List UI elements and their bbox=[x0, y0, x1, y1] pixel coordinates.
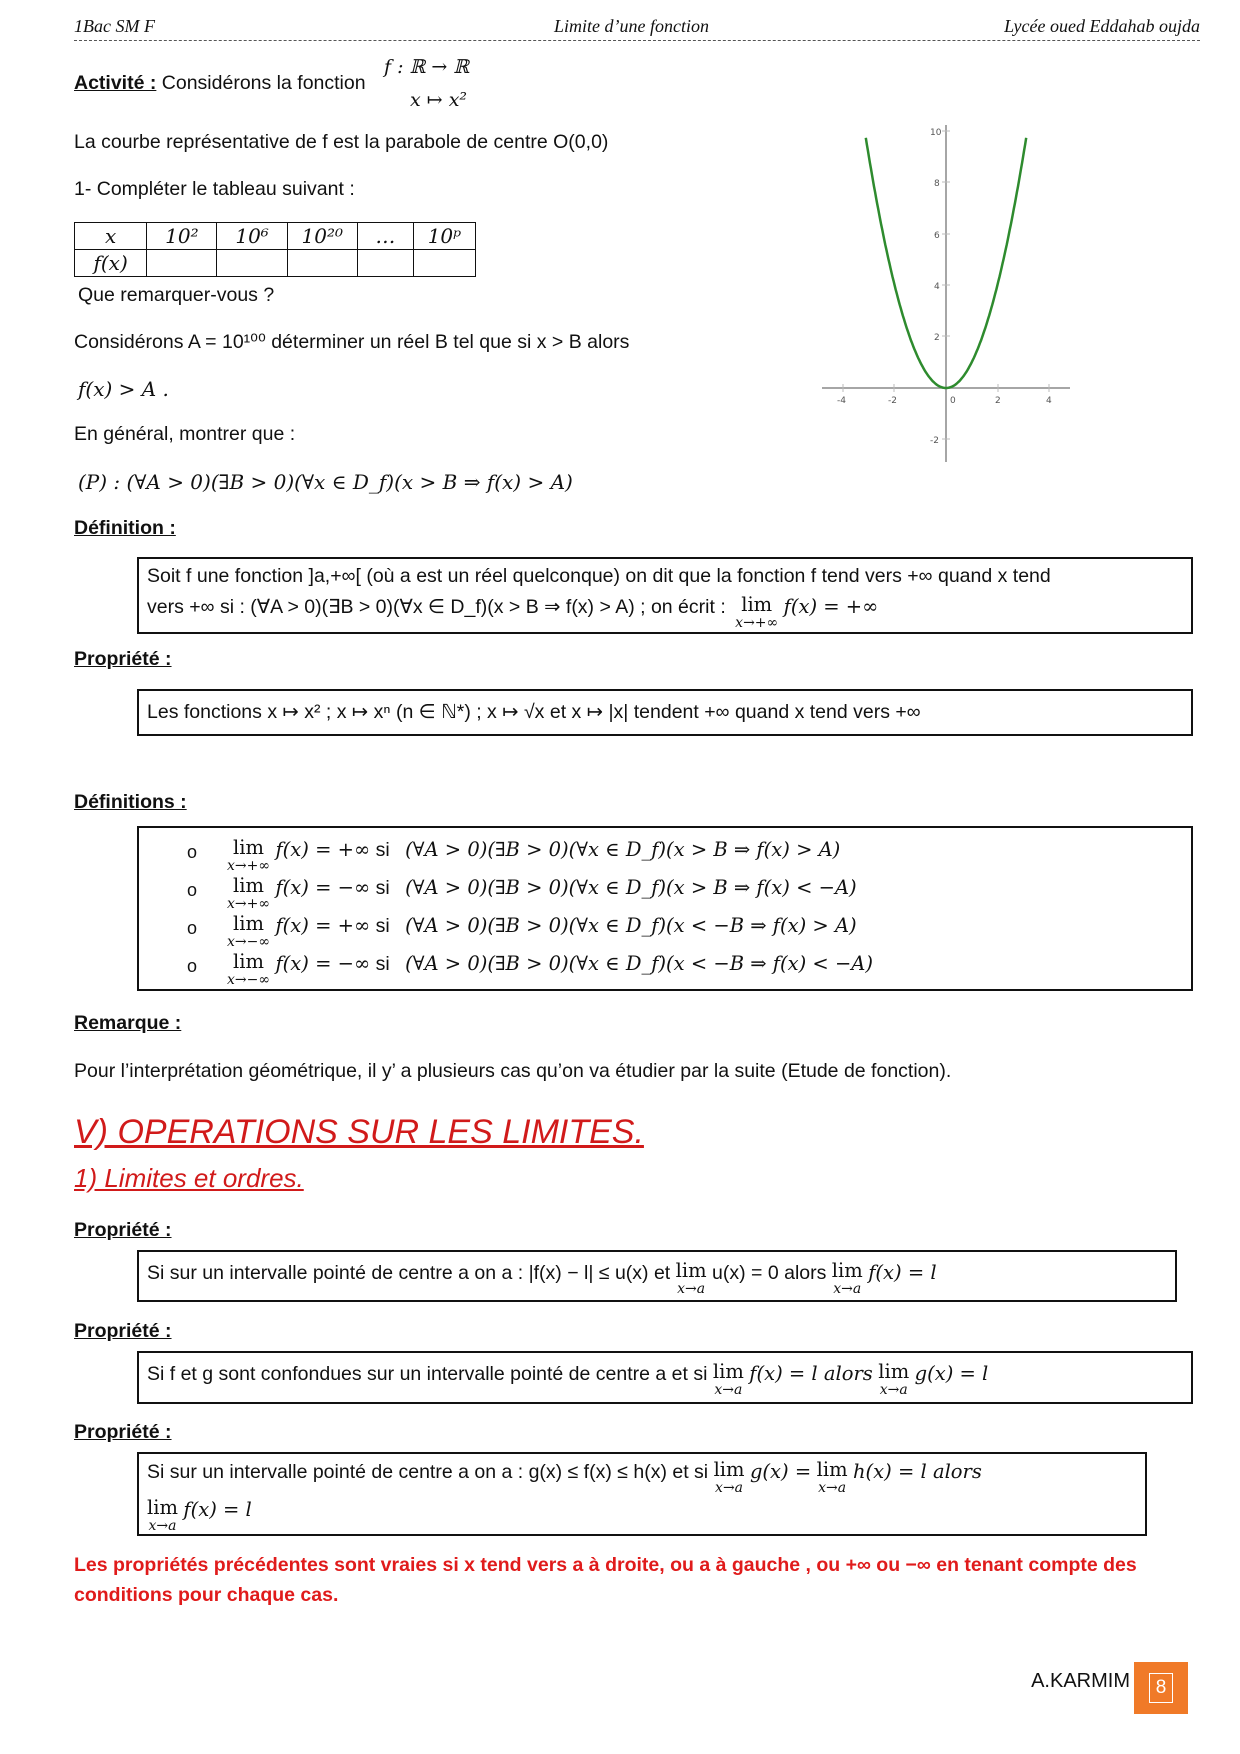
prop4-box bbox=[137, 1452, 1147, 1536]
limit-notation: lim x→a bbox=[816, 1458, 848, 1496]
bullet: o bbox=[187, 842, 198, 862]
prop3-label: Propriété : bbox=[74, 1320, 172, 1342]
definitions-label: Définitions : bbox=[74, 791, 187, 813]
prop4-line1 bbox=[147, 1460, 982, 1495]
definition-label: Définition : bbox=[74, 517, 176, 539]
prop4-line2 bbox=[147, 1498, 252, 1533]
y-tick-label: 6 bbox=[934, 231, 940, 241]
value-table bbox=[74, 222, 476, 277]
page-header bbox=[74, 14, 1200, 41]
table-cell bbox=[287, 250, 357, 277]
table-cell bbox=[147, 250, 217, 277]
header-title: Limite d’une fonction bbox=[554, 16, 709, 36]
limit-notation bbox=[735, 595, 778, 630]
prop2-text: u(x) = 0 alors bbox=[712, 1262, 827, 1284]
prop3-result: g(x) = l bbox=[914, 1362, 989, 1385]
remarque-text: Pour l’interprétation géométrique, il y’ a plusieurs cas qu’on va étudier par la suite (Etude de fonction). bbox=[74, 1060, 952, 1082]
si-word: si bbox=[375, 877, 390, 899]
table-cell: 10ᵖ bbox=[413, 223, 475, 250]
prop3-text: f(x) = l alors bbox=[749, 1362, 873, 1385]
x-tick-label: 0 bbox=[950, 396, 956, 406]
consider-a: Considérons A = 10¹⁰⁰ déterminer un réel B tel que si x > B alors bbox=[74, 331, 630, 353]
propriete1-label: Propriété : bbox=[74, 648, 172, 670]
table-cell bbox=[217, 250, 287, 277]
table-cell: 10²⁰ bbox=[287, 223, 357, 250]
limit-condition: (∀A > 0)(∃B > 0)(∀x ∈ D_f)(x < −B ⇒ f(x) < −A) bbox=[405, 952, 873, 975]
map-line2: x ↦ x² bbox=[410, 89, 468, 111]
propriete1-text: Les fonctions x ↦ x² ; x ↦ xⁿ (n ∈ ℕ*) ; x ↦ √x et x ↦ |x| tendent +∞ quand x tend vers +∞ bbox=[147, 701, 921, 723]
table-cell: … bbox=[357, 223, 413, 250]
x-tick-label: -2 bbox=[888, 396, 897, 406]
limit-notation: lim x→a bbox=[712, 1360, 744, 1398]
general-text: En général, montrer que : bbox=[74, 423, 296, 445]
section-subtitle: 1) Limites et ordres. bbox=[74, 1163, 304, 1193]
prop2-label: Propriété : bbox=[74, 1219, 172, 1241]
parabola-graph bbox=[820, 120, 1080, 465]
limit-condition: (∀A > 0)(∃B > 0)(∀x ∈ D_f)(x > B ⇒ f(x) < −A) bbox=[405, 876, 857, 899]
y-tick-label: 10 bbox=[930, 128, 942, 138]
definition-line1: Soit f une fonction ]a,+∞[ (où a est un réel quelconque) on dit que la fonction f tend vers +∞ quand x tend bbox=[147, 565, 1051, 587]
propriete1-box bbox=[137, 689, 1193, 736]
remarque-label: Remarque : bbox=[74, 1012, 182, 1034]
table-cell: 10⁶ bbox=[217, 223, 287, 250]
table-cell: x bbox=[75, 223, 147, 250]
prop3-text: Si f et g sont confondues sur un intervalle pointé de centre a et si bbox=[147, 1363, 708, 1385]
prop4-text: h(x) = l alors bbox=[853, 1460, 982, 1483]
limit-notation: lim x→a bbox=[675, 1259, 707, 1297]
table-row bbox=[75, 250, 476, 277]
table-cell: 10² bbox=[147, 223, 217, 250]
property-p: (P) : (∀A > 0)(∃B > 0)(∀x ∈ D_f)(x > B ⇒ f(x) > A) bbox=[78, 470, 573, 494]
section-title: V) OPERATIONS SUR LES LIMITES. bbox=[74, 1113, 644, 1151]
y-tick-label: 2 bbox=[934, 333, 940, 343]
si-word: si bbox=[375, 953, 390, 975]
limit-value: f(x) = −∞ bbox=[275, 952, 371, 975]
limit-notation: lim x→−∞ bbox=[227, 912, 271, 950]
header-class: 1Bac SM F bbox=[74, 16, 155, 36]
courbe-text: La courbe représentative de f est la parabole de centre O(0,0) bbox=[74, 131, 609, 153]
activite-intro bbox=[74, 72, 366, 95]
definition-line2-text: vers +∞ si : (∀A > 0)(∃B > 0)(∀x ∈ D_f)(x > B ⇒ f(x) > A) ; on écrit : bbox=[147, 596, 726, 618]
table-cell bbox=[357, 250, 413, 277]
table-row bbox=[75, 223, 476, 250]
y-tick-label: 4 bbox=[934, 282, 940, 292]
activite-intro-text: Considérons la fonction bbox=[161, 72, 366, 94]
remark-question: Que remarquer-vous ? bbox=[78, 284, 275, 306]
prop2-content bbox=[147, 1261, 937, 1296]
limit-notation: lim x→a bbox=[713, 1458, 745, 1496]
limit-value: f(x) = +∞ bbox=[275, 838, 371, 861]
fx-gt-a: f(x) > A . bbox=[78, 377, 169, 401]
x-tick-label: 4 bbox=[1046, 396, 1052, 406]
prop2-result: f(x) = l bbox=[868, 1261, 937, 1284]
x-tick-label: 2 bbox=[995, 396, 1001, 406]
page-number-badge bbox=[1134, 1662, 1188, 1714]
limit-condition: (∀A > 0)(∃B > 0)(∀x ∈ D_f)(x < −B ⇒ f(x) > A) bbox=[405, 914, 857, 937]
lim-sub: x→+∞ bbox=[735, 614, 779, 631]
table-cell bbox=[413, 250, 475, 277]
limit-notation: lim x→+∞ bbox=[227, 874, 271, 912]
y-tick-label: 8 bbox=[934, 179, 940, 189]
definition-line2 bbox=[147, 595, 878, 630]
prop3-content bbox=[147, 1362, 988, 1397]
definition-box bbox=[137, 557, 1193, 634]
prop4-label: Propriété : bbox=[74, 1421, 172, 1443]
limit-notation: lim x→a bbox=[831, 1259, 863, 1297]
prop2-text: Si sur un intervalle pointé de centre a on a : |f(x) − l| ≤ u(x) et bbox=[147, 1262, 671, 1284]
definition-line2-result: f(x) = +∞ bbox=[783, 595, 879, 618]
footer-author: A.KARMIM bbox=[1031, 1670, 1130, 1692]
prop4-text: g(x) = bbox=[749, 1460, 812, 1483]
red-note: Les propriétés précédentes sont vraies si x tend vers a à droite, ou a à gauche , ou +∞ ou −∞ en tenant compte des conditions pour chaque cas. bbox=[74, 1554, 1137, 1606]
limit-notation: lim x→a bbox=[147, 1496, 178, 1534]
limit-condition: (∀A > 0)(∃B > 0)(∀x ∈ D_f)(x > B ⇒ f(x) > A) bbox=[405, 838, 841, 861]
limit-value: f(x) = −∞ bbox=[275, 876, 371, 899]
limit-notation: lim x→+∞ bbox=[227, 836, 271, 874]
limit-value: f(x) = +∞ bbox=[275, 914, 371, 937]
page-number: 8 bbox=[1149, 1673, 1174, 1703]
limit-notation: lim x→−∞ bbox=[227, 950, 271, 988]
activite-label: Activité : bbox=[74, 72, 157, 94]
si-word: si bbox=[375, 839, 390, 861]
question-1: 1- Compléter le tableau suivant : bbox=[74, 178, 355, 200]
si-word: si bbox=[375, 915, 390, 937]
prop4-result: f(x) = l bbox=[183, 1498, 252, 1521]
map-line1: f : ℝ → ℝ bbox=[384, 56, 470, 78]
y-tick-label: -2 bbox=[930, 436, 939, 446]
prop2-box bbox=[137, 1250, 1177, 1302]
header-school: Lycée oued Eddahab oujda bbox=[1004, 16, 1200, 36]
definitions-box bbox=[137, 826, 1193, 991]
prop4-text: Si sur un intervalle pointé de centre a on a : g(x) ≤ f(x) ≤ h(x) et si bbox=[147, 1461, 709, 1483]
prop3-box bbox=[137, 1351, 1193, 1404]
bullet: o bbox=[187, 880, 198, 900]
x-tick-label: -4 bbox=[837, 396, 846, 406]
bullet: o bbox=[187, 956, 198, 976]
limit-notation: lim x→a bbox=[878, 1360, 910, 1398]
table-cell: f(x) bbox=[75, 250, 147, 277]
bullet: o bbox=[187, 918, 198, 938]
lim-word: lim bbox=[741, 593, 773, 616]
